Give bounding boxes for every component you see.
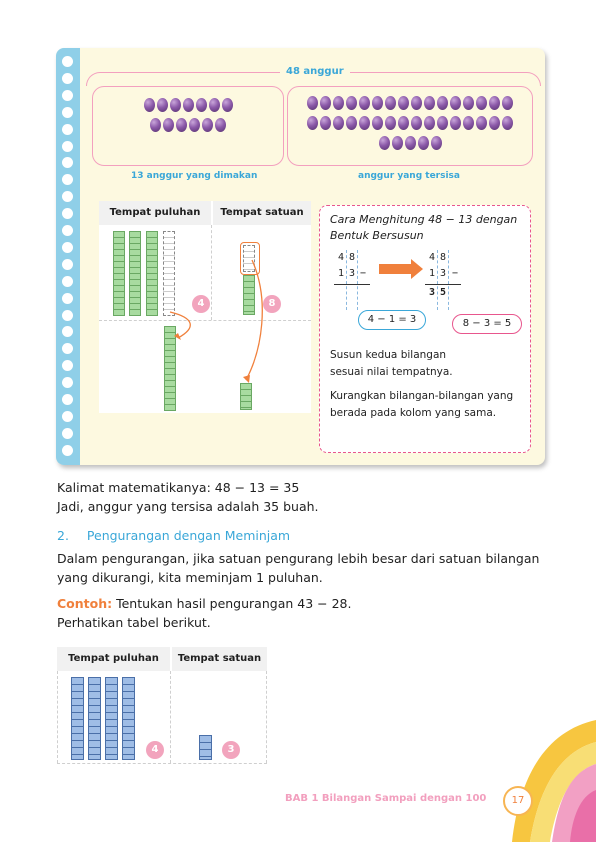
tens-value-badge: 4 (146, 741, 164, 759)
tens-rod (88, 677, 101, 760)
method-note-2: Kurangkan bilangan-bilangan yang berada pada kolom yang sama. (330, 390, 514, 419)
ones-move-arrow (246, 260, 262, 380)
ones-result-badge: 8 (263, 295, 281, 313)
page-number: 17 (503, 786, 533, 816)
tens-rod (105, 677, 118, 760)
header-tens: Tempat puluhan (99, 201, 211, 225)
eaten-label: 13 anggur yang dimakan (131, 171, 258, 181)
table-border (266, 671, 267, 763)
example-line (57, 594, 351, 613)
digit: 8 (348, 252, 356, 263)
tens-move-arrow (170, 312, 190, 338)
table-border (57, 671, 58, 763)
chapter-footer: BAB 1 Bilangan Sampai dengan 100 (285, 793, 487, 804)
digit: 8 (439, 252, 447, 263)
remaining-label: anggur yang tersisa (358, 171, 460, 181)
math-sentence: Kalimat matematikanya: 48 − 13 = 35 (57, 480, 300, 495)
tens-rod (122, 677, 135, 760)
answer-sentence: Jadi, anggur yang tersisa adalah 35 buah. (57, 499, 319, 514)
digit: 3 (439, 268, 447, 279)
digit: 1 (428, 268, 436, 279)
minus-sign: − (359, 268, 367, 279)
tens-subtraction-bubble: 4 − 1 = 3 (358, 310, 426, 330)
table-divider (170, 671, 171, 763)
minus-sign: − (451, 268, 459, 279)
ones-arrow-head (243, 375, 250, 383)
result-digit: 5 (439, 287, 447, 298)
total-grapes-label: 48 anggur (280, 66, 350, 77)
corner-decoration (460, 700, 596, 842)
section-title: Pengurangan dengan Meminjam (86, 528, 291, 543)
tens-result-badge: 4 (192, 295, 210, 313)
digit: 3 (348, 268, 356, 279)
column-guide (448, 250, 449, 310)
tens-rod (71, 677, 84, 760)
header-ones: Tempat satuan (213, 201, 311, 225)
paragraph-line: Dalam pengurangan, jika satuan pengurang lebih besar dari satuan bilangan (57, 551, 540, 566)
paragraph-line: yang dikurangi, kita meminjam 1 puluhan. (57, 570, 323, 585)
ones-cubes (199, 735, 212, 760)
table-bottom-line (57, 763, 267, 764)
sum-line (334, 284, 370, 285)
result-digit: 3 (428, 287, 436, 298)
ones-value-badge: 3 (222, 741, 240, 759)
arrow-right-icon (379, 264, 411, 274)
header-tens: Tempat puluhan (57, 647, 170, 671)
digit: 1 (337, 268, 345, 279)
section-number: 2. (57, 528, 69, 543)
sum-line (425, 284, 461, 285)
header-ones: Tempat satuan (172, 647, 267, 671)
digit: 4 (428, 252, 436, 263)
method-title: Cara Menghitung 48 − 13 dengan Bentuk Bersusun (330, 213, 518, 242)
ones-subtraction-bubble: 8 − 3 = 5 (452, 314, 522, 334)
example-text: Tentukan hasil pengurangan 43 − 28. (112, 596, 352, 611)
method-note-1: Susun kedua bilangan sesuai nilai tempatnya. (330, 349, 453, 378)
instruction-line: Perhatikan tabel berikut. (57, 615, 211, 630)
example-label: Contoh: (57, 596, 113, 611)
section-heading (57, 528, 290, 543)
digit: 4 (337, 252, 345, 263)
